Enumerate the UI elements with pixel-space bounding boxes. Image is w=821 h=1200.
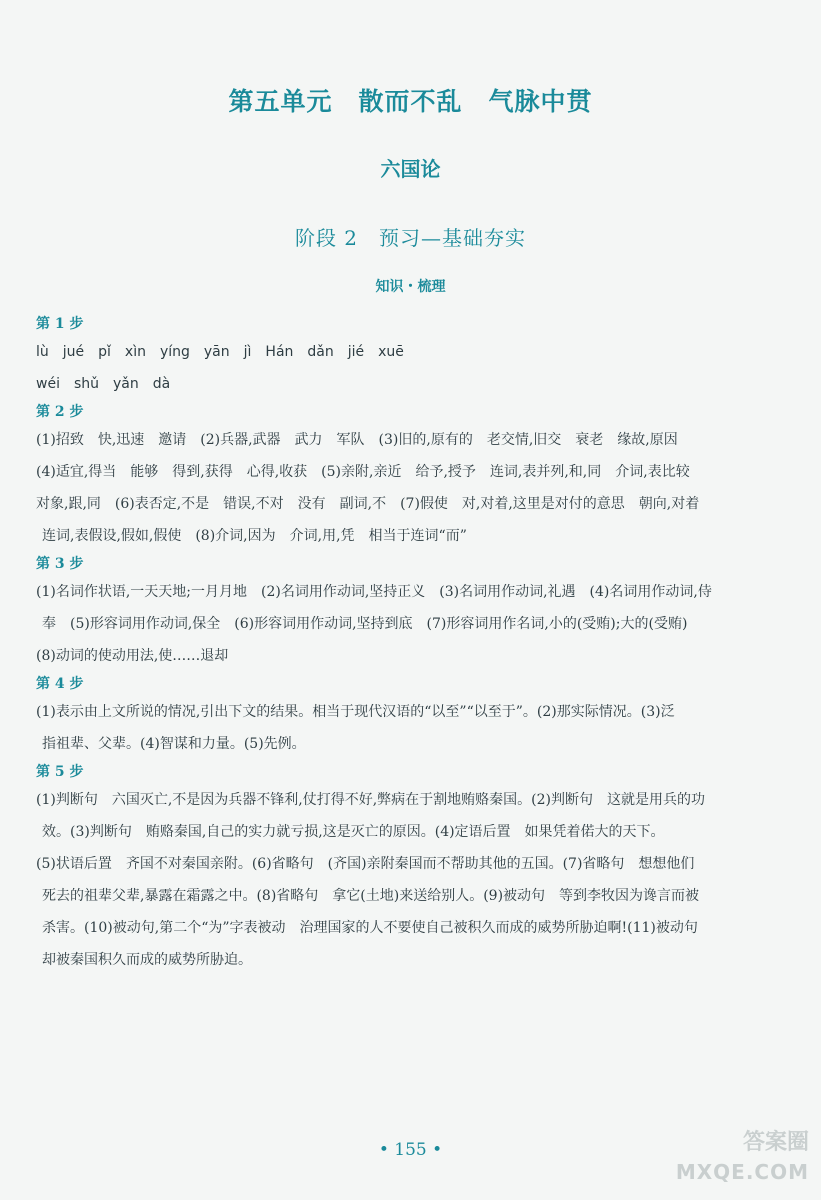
step-5-line: 效。(3)判断句 贿赂秦国,自己的实力就亏损,这是灭亡的原因。(4)定语后置 如果凭着偌大的天下。	[42, 824, 665, 840]
step-4-line: (1)表示由上文所说的情况,引出下文的结果。相当于现代汉语的“以至”“以至于”。(2)那实际情况。(3)泛	[36, 704, 675, 720]
unit-title: 第五单元 散而不乱 气脉中贯	[228, 87, 593, 116]
step-2-line: 连词,表假设,假如,假使 (8)介词,因为 介词,用,凭 相当于连词“而”	[42, 528, 467, 544]
step-1-line: wéi shǔ yǎn dà	[36, 376, 171, 392]
step-5-line: (5)状语后置 齐国不对秦国亲附。(6)省略句 (齐国)亲附秦国而不帮助其他的五国。(7)省略句 想想他们	[36, 856, 695, 872]
step-5-line: (1)判断句 六国灭亡,不是因为兵器不锋利,仗打得不好,弊病在于割地贿赂秦国。(2)判断句 这就是用兵的功	[36, 792, 706, 808]
step-5-line: 死去的祖辈父辈,暴露在霜露之中。(8)省略句 拿它(土地)来送给别人。(9)被动句 等到李牧因为谗言而被	[42, 888, 700, 904]
step-3-line: (8)动词的使动用法,使……退却	[36, 648, 229, 664]
watermark-url: MXQE.COM	[675, 1160, 809, 1184]
step-3-line: (1)名词作状语,一天天地;一月月地 (2)名词用作动词,坚持正义 (3)名词用作动词,礼遇 (4)名词用作动词,侍	[36, 584, 712, 600]
step-4-label: 第 4 步	[36, 676, 84, 692]
section-title: 知识・梳理	[375, 279, 446, 295]
answer-content	[36, 312, 788, 976]
step-3-line: 奉 (5)形容词用作动词,保全 (6)形容词用作动词,坚持到底 (7)形容词用作名词,小的(受贿);大的(受贿)	[42, 616, 688, 632]
step-2-line: (1)招致 快,迅速 邀请 (2)兵器,武器 武力 军队 (3)旧的,原有的 老交情,旧交 衰老 缘故,原因	[36, 432, 678, 448]
step-3-label: 第 3 步	[36, 556, 84, 572]
page-number: • 155 •	[378, 1140, 443, 1160]
step-1-label: 第 1 步	[36, 316, 84, 332]
step-4-line: 指祖辈、父辈。(4)智谋和力量。(5)先例。	[42, 736, 306, 752]
step-2-line: 对象,跟,同 (6)表否定,不是 错误,不对 没有 副词,不 (7)假使 对,对着,这里是对付的意思 朝向,对着	[36, 496, 700, 512]
step-5-label: 第 5 步	[36, 764, 84, 780]
step-5-line: 杀害。(10)被动句,第二个“为”字表被动 治理国家的人不要使自己被积久而成的威势所胁迫啊!(11)被动句	[42, 920, 698, 936]
stage-title: 阶段 2 预习—基础夯实	[294, 226, 527, 250]
step-1-line: lù jué pǐ xìn yíng yān jì Hán dǎn jié xuē	[36, 344, 404, 360]
lesson-title: 六国论	[380, 157, 441, 181]
step-2-label: 第 2 步	[36, 404, 84, 420]
watermark-logo: 答案圈	[742, 1130, 809, 1155]
step-2-line: (4)适宜,得当 能够 得到,获得 心得,收获 (5)亲附,亲近 给予,授予 连词,表并列,和,同 介词,表比较	[36, 464, 690, 480]
step-5-line: 却被秦国积久而成的威势所胁迫。	[42, 952, 252, 968]
